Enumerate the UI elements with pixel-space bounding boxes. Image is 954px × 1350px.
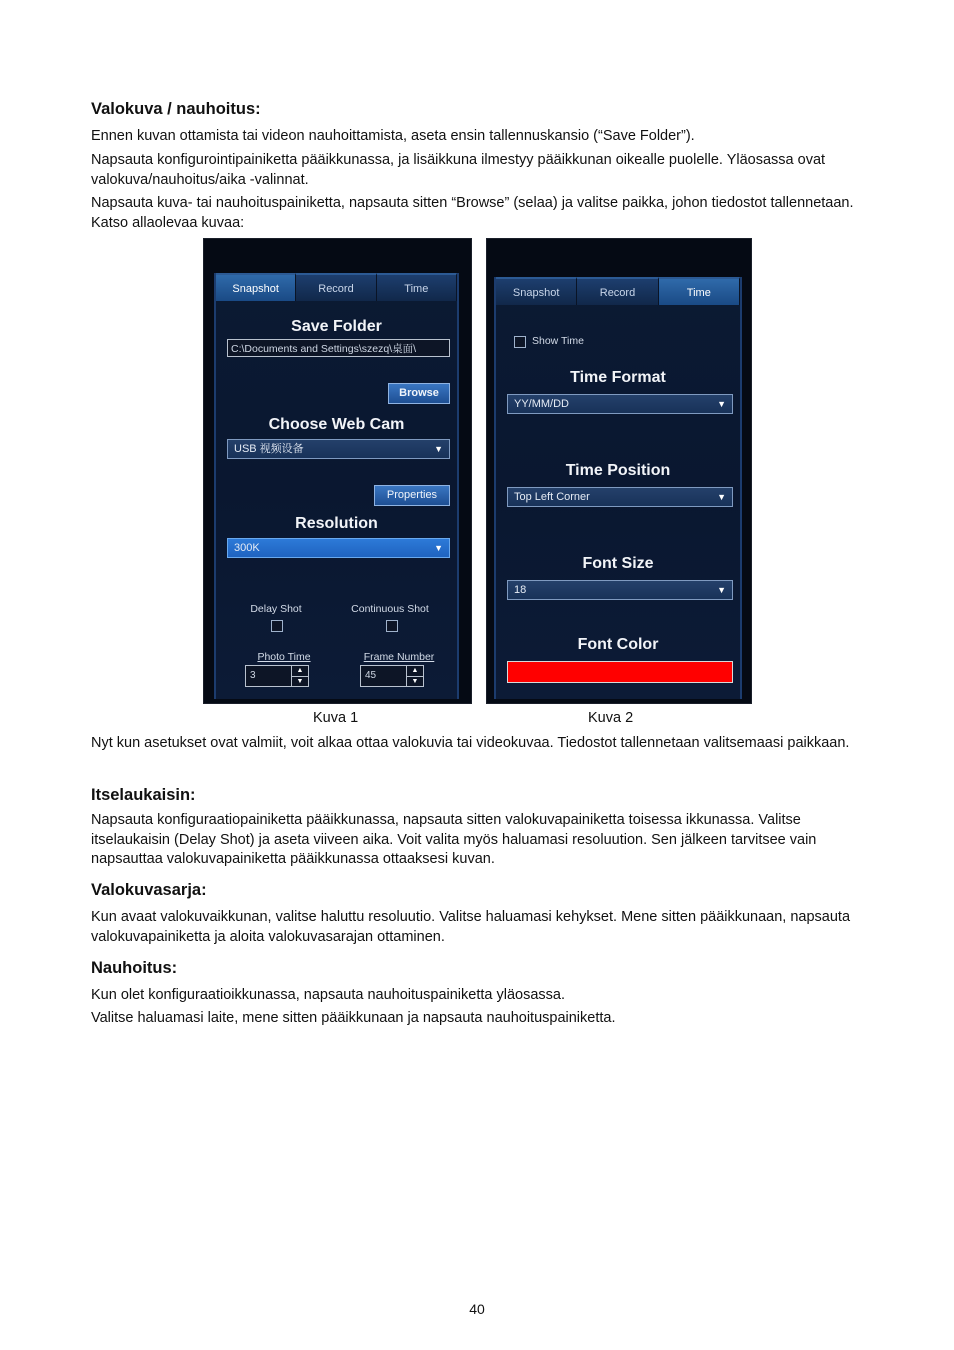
- continuous-shot-label: Continuous Shot: [351, 603, 429, 615]
- frame-number-value: 45: [365, 670, 377, 681]
- tab-record[interactable]: Record: [577, 277, 658, 305]
- stepper-down-icon[interactable]: ▼: [406, 676, 423, 687]
- time-format-select[interactable]: [507, 394, 733, 414]
- tab-time[interactable]: Time: [377, 273, 457, 301]
- resolution-select[interactable]: [227, 538, 450, 558]
- photo-time-stepper[interactable]: [245, 665, 309, 687]
- chevron-down-icon: ▼: [717, 492, 726, 502]
- section-heading-burst: Valokuvasarja:: [91, 881, 207, 899]
- paragraph-recording-2: Valitse haluamasi laite, mene sitten pääikkunaan ja napsauta nauhoituspainiketta.: [91, 1010, 616, 1026]
- paragraph-self-timer: Napsauta konfiguraatiopainiketta pääikkunassa, napsauta sitten valokuvapainiketta toisessa ikkunassa. Valitse itselaukaisin (Delay Shot) ja aseta viiveen aika. Voit valita myös haluamasi resoluution. Sen jälkeen tarvitsee vain napsauttaa valokuvapainiketta pääikkunassa ottaaksesi kuvan.: [91, 812, 817, 867]
- figure-1-snapshot-panel: [203, 238, 472, 704]
- chevron-down-icon: ▼: [434, 543, 443, 553]
- resolution-title: Resolution: [295, 515, 378, 532]
- section-heading-self-timer: Itselaukaisin:: [91, 786, 196, 804]
- stepper-up-icon[interactable]: ▲: [406, 666, 423, 676]
- chevron-down-icon: ▼: [717, 585, 726, 595]
- save-folder-title: Save Folder: [291, 318, 382, 335]
- frame-number-label: Frame Number: [363, 651, 435, 663]
- time-position-select[interactable]: [507, 487, 733, 507]
- font-size-value: 18: [514, 584, 527, 596]
- save-folder-path-field[interactable]: C:\Documents and Settings\szezq\桌面\: [227, 339, 450, 357]
- chevron-down-icon: ▼: [434, 444, 443, 454]
- tab-snapshot[interactable]: Snapshot: [216, 273, 296, 301]
- show-time-label: Show Time: [532, 335, 584, 347]
- browse-button[interactable]: Browse: [388, 383, 450, 404]
- delay-shot-checkbox[interactable]: [271, 620, 283, 632]
- time-format-value: YY/MM/DD: [514, 398, 569, 410]
- web-cam-value: USB 视频设备: [234, 443, 304, 455]
- figure-1-caption: Kuva 1: [313, 710, 359, 726]
- delay-shot-label: Delay Shot: [250, 603, 302, 615]
- time-position-value: Top Left Corner: [514, 491, 590, 503]
- paragraph-after-figure: Nyt kun asetukset ovat valmiit, voit alkaa ottaa valokuvia tai videokuvaa. Tiedostot tallennetaan valitsemaasi paikkaan.: [91, 735, 850, 751]
- paragraph-recording-1: Kun olet konfiguraatioikkunassa, napsauta nauhoituspainiketta yläosassa.: [91, 987, 565, 1003]
- frame-number-stepper[interactable]: [360, 665, 424, 687]
- web-cam-select[interactable]: [227, 439, 450, 459]
- font-color-title: Font Color: [577, 636, 659, 653]
- font-size-title: Font Size: [582, 555, 654, 572]
- photo-time-value: 3: [250, 670, 256, 681]
- chevron-down-icon: ▼: [717, 399, 726, 409]
- resolution-value: 300K: [234, 542, 260, 554]
- figure-2-caption: Kuva 2: [588, 710, 634, 726]
- continuous-shot-checkbox[interactable]: [386, 620, 398, 632]
- stepper-up-icon[interactable]: ▲: [291, 666, 308, 676]
- properties-button[interactable]: Properties: [374, 485, 450, 506]
- paragraph-browse: Napsauta kuva- tai nauhoituspainiketta, napsauta sitten “Browse” (selaa) ja valitse paikka, johon tiedostot tallennetaan. Katso allaolevaa kuvaa:: [91, 195, 854, 231]
- paragraph-burst: Kun avaat valokuvaikkunan, valitse haluttu resoluutio. Valitse haluamasi kehykset. Mene sitten pääikkunaan, napsauta valokuvapainiketta ja aloita valokuvasarajan ottaminen.: [91, 909, 851, 945]
- time-format-title: Time Format: [570, 369, 666, 386]
- figure-2-time-panel: [486, 238, 752, 704]
- font-color-swatch[interactable]: [507, 661, 733, 683]
- page-number: 40: [469, 1301, 485, 1317]
- show-time-checkbox[interactable]: [514, 336, 526, 348]
- tab-time[interactable]: Time: [659, 277, 740, 305]
- section-heading-recording: Nauhoitus:: [91, 959, 178, 977]
- paragraph-save-folder: Ennen kuvan ottamista tai videon nauhoittamista, aseta ensin tallennuskansio (“Save Folder”).: [91, 128, 695, 144]
- font-size-select[interactable]: [507, 580, 733, 600]
- photo-time-label: Photo Time: [257, 651, 311, 663]
- time-position-title: Time Position: [565, 462, 671, 479]
- section-heading-photo-recording: Valokuva / nauhoitus:: [91, 100, 261, 118]
- choose-web-cam-title: Choose Web Cam: [268, 416, 405, 433]
- tab-snapshot[interactable]: Snapshot: [496, 277, 577, 305]
- tab-record[interactable]: Record: [296, 273, 376, 301]
- paragraph-config-button: Napsauta konfigurointipainiketta pääikkunassa, ja lisäikkuna ilmestyy pääikkunan oikealle puolelle. Yläosassa ovat valokuva/nauhoitus/aika -valinnat.: [91, 152, 826, 188]
- stepper-down-icon[interactable]: ▼: [291, 676, 308, 687]
